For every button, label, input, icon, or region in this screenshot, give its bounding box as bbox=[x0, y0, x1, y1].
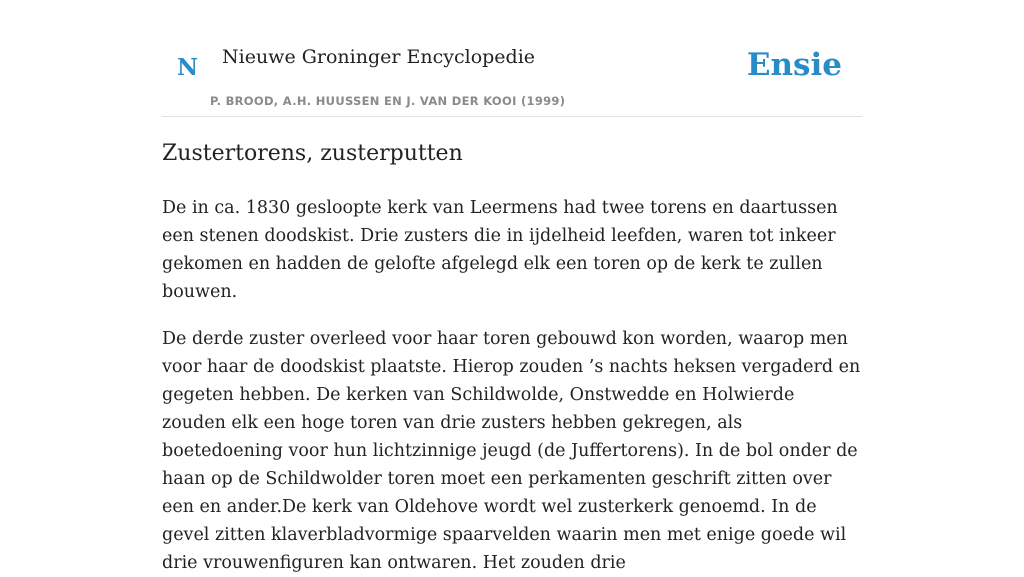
site-header bbox=[162, 0, 862, 117]
article-paragraph: De derde zuster overleed voor haar toren gebouwd kon worden, waarop men voor haar de doodskist plaatste. Hierop zouden ’s nachts heksen vergaderd en gegeten hebben. De kerken van Schildwolde, Onstwedde en Holwierde zouden elk een hoge toren van drie zusters hebben gekregen, als boetedoening voor hun lichtzinnige jeugd (de Juffertorens). In de bol onder de haan op de Schildwolder toren moet een perkamenten geschrift zitten over een en ander.De kerk van Oldehove wordt wel zusterkerk genoemd. In de gevel zitten klaverbladvormige spaarvelden waarin men met enige goede wil drie vrouwenfiguren kan ontwaren. Het zouden drie bbox=[162, 329, 861, 573]
encyclopedia-authors: P. BROOD, A.H. HUUSSEN EN J. VAN DER KOOI (1999) bbox=[210, 94, 566, 108]
article-title: Zustertorens, zusterputten bbox=[162, 141, 463, 166]
ensie-brand-logo[interactable]: Ensie bbox=[746, 47, 842, 83]
encyclopedia-logo[interactable]: N bbox=[177, 54, 199, 81]
article-body bbox=[162, 136, 862, 577]
encyclopedia-title[interactable]: Nieuwe Groninger Encyclopedie bbox=[222, 46, 536, 68]
article-paragraph: De in ca. 1830 gesloopte kerk van Leermens had twee torens en daartussen een stenen doodskist. Drie zusters die in ijdelheid leefden, waren tot inkeer gekomen en hadden de gelofte afgelegd elk een toren op de kerk te zullen bouwen. bbox=[162, 198, 838, 302]
